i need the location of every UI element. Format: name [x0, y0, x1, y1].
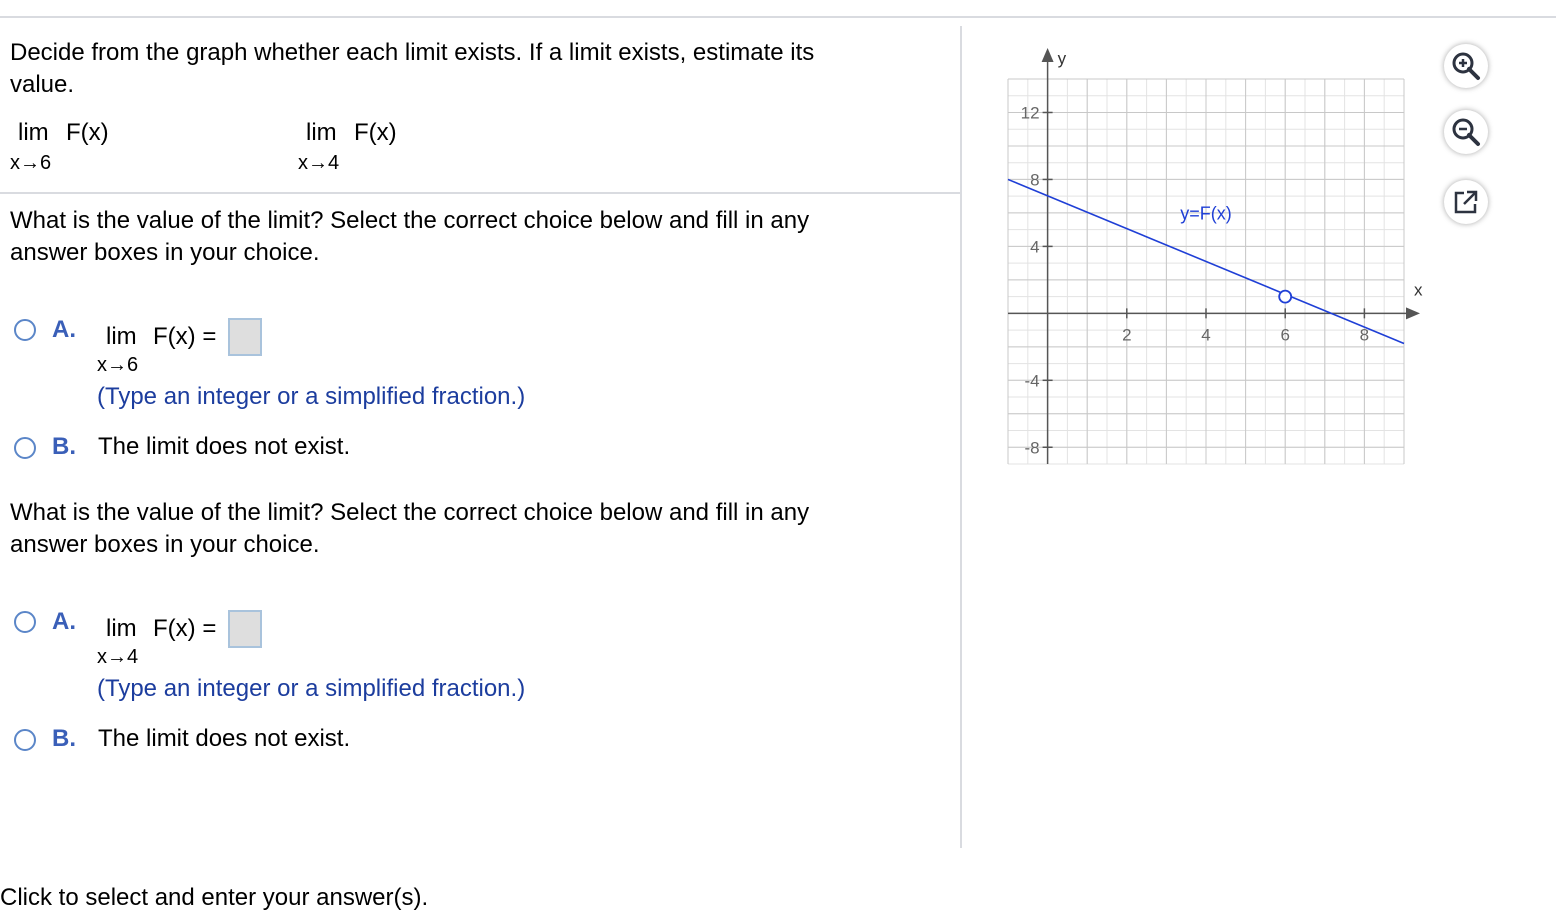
part-instruction-line2: answer boxes in your choice.: [10, 531, 320, 558]
choice-letter: B.: [52, 725, 76, 752]
y-tick-label: 12: [1020, 103, 1040, 123]
limit-subscript: x→4: [97, 646, 139, 668]
limit-subscript: x→6: [97, 354, 139, 376]
choice-text: The limit does not exist.: [98, 433, 351, 460]
choice-text: The limit does not exist.: [98, 725, 351, 752]
axes: [1008, 48, 1420, 464]
limit-subscript: x→4: [298, 152, 340, 174]
zoom-out-button[interactable]: [1444, 110, 1488, 154]
radio-b[interactable]: [14, 729, 36, 751]
lim-word: lim: [18, 119, 49, 146]
y-axis-label: y: [1057, 49, 1067, 68]
x-tick-label: 2: [1122, 325, 1132, 345]
open-point: [1279, 291, 1291, 303]
function-label: F(x) =: [153, 323, 217, 350]
lim-word: lim: [306, 119, 337, 146]
function-label: F(x) =: [153, 615, 217, 642]
format-hint: (Type an integer or a simplified fraction.): [97, 383, 526, 410]
footer-instruction: Click to select and enter your answer(s).: [0, 884, 429, 911]
radio-a[interactable]: [14, 319, 36, 341]
zoom-in-icon: [1450, 50, 1482, 82]
answer-box[interactable]: [228, 610, 262, 648]
choice-letter: A.: [52, 608, 76, 635]
tick-labels: [1021, 49, 1423, 457]
zoom-in-button[interactable]: [1444, 44, 1488, 88]
radio-a[interactable]: [14, 611, 36, 633]
x-tick-label: 6: [1280, 325, 1290, 345]
y-tick-label: 8: [1030, 170, 1040, 190]
x-axis-arrow: [1406, 307, 1420, 319]
part-instruction-line1: What is the value of the limit? Select the correct choice below and fill in any: [10, 207, 810, 234]
limit-subscript: x→6: [10, 152, 52, 174]
zoom-out-icon: [1450, 116, 1482, 148]
popout-icon: [1452, 188, 1480, 216]
question-divider: [0, 192, 960, 194]
choice-letter: A.: [52, 316, 76, 343]
function-label: F(x): [354, 119, 397, 146]
y-tick-label: -8: [1024, 438, 1040, 458]
part-instruction-line1: What is the value of the limit? Select the correct choice below and fill in any: [10, 499, 810, 526]
top-divider: [0, 16, 1556, 18]
choice-letter: B.: [52, 433, 76, 460]
function-label: F(x): [66, 119, 109, 146]
x-tick-label: 4: [1201, 325, 1211, 345]
vertical-divider: [960, 26, 962, 848]
y-tick-label: 4: [1030, 237, 1040, 257]
x-axis-label: x: [1414, 280, 1423, 300]
format-hint: (Type an integer or a simplified fraction.): [97, 675, 526, 702]
answer-box[interactable]: [228, 318, 262, 356]
radio-b[interactable]: [14, 437, 36, 459]
part-instruction-line2: answer boxes in your choice.: [10, 239, 320, 266]
y-axis-arrow: [1042, 48, 1054, 62]
x-tick-label: 8: [1359, 325, 1370, 345]
question-prompt-line1: Decide from the graph whether each limit exists. If a limit exists, estimate its: [10, 39, 815, 66]
lim-word: lim: [106, 323, 137, 350]
y-tick-label: -4: [1024, 371, 1040, 391]
lim-word: lim: [106, 615, 137, 642]
curve-label: y=F(x): [1180, 203, 1232, 224]
popout-button[interactable]: [1444, 180, 1488, 224]
function-graph: [990, 40, 1440, 480]
question-prompt-line2: value.: [10, 71, 75, 98]
